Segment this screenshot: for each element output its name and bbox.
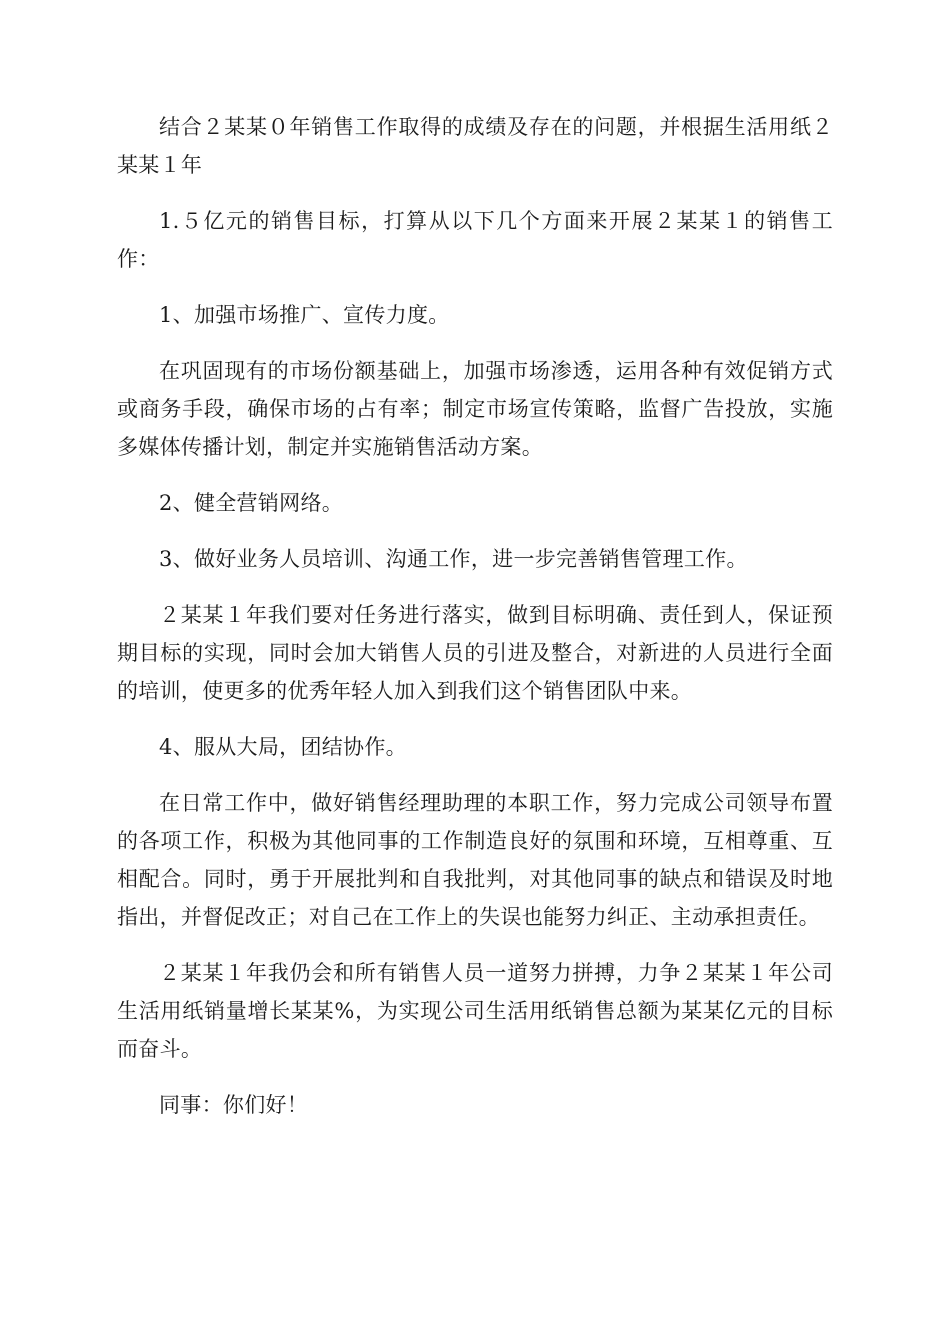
paragraph-5: 在日常工作中，做好销售经理助理的本职工作，努力完成公司领导布置的各项工作，积极为其他同事的工作制造良好的氛围和环境，互相尊重、互相配合。同时，勇于开展批判和自我批判，对其他同事的缺点和错误及时地指出，并督促改正；对自己在工作上的失误也能努力纠正、主动承担责任。 xyxy=(117,791,833,929)
section-heading-1: 1、加强市场推广、宣传力度。 xyxy=(159,303,450,327)
paragraph-2: 1.５亿元的销售目标，打算从以下几个方面来开展２某某１的销售工作： xyxy=(117,209,833,271)
paragraph-1: 结合２某某０年销售工作取得的成绩及存在的问题，并根据生活用纸２某某１年 xyxy=(117,115,833,177)
greeting: 同事：你们好！ xyxy=(159,1093,309,1117)
section-heading-3: 3、做好业务人员培训、沟通工作，进一步完善销售管理工作。 xyxy=(159,547,748,571)
section-heading-4: 4、服从大局，团结协作。 xyxy=(159,735,407,759)
document-body xyxy=(117,108,833,1142)
paragraph-6: ２某某１年我仍会和所有销售人员一道努力拼搏，力争２某某１年公司生活用纸销量增长某某%，为实现公司生活用纸销售总额为某某亿元的目标而奋斗。 xyxy=(117,961,833,1061)
paragraph-3: 在巩固现有的市场份额基础上，加强市场渗透，运用各种有效促销方式或商务手段，确保市场的占有率；制定市场宣传策略，监督广告投放，实施多媒体传播计划，制定并实施销售活动方案。 xyxy=(117,359,833,459)
section-heading-2: 2、健全营销网络。 xyxy=(159,491,344,515)
paragraph-4: ２某某１年我们要对任务进行落实，做到目标明确、责任到人，保证预期目标的实现，同时会加大销售人员的引进及整合，对新进的人员进行全面的培训，使更多的优秀年轻人加入到我们这个销售团队中来。 xyxy=(117,603,833,703)
